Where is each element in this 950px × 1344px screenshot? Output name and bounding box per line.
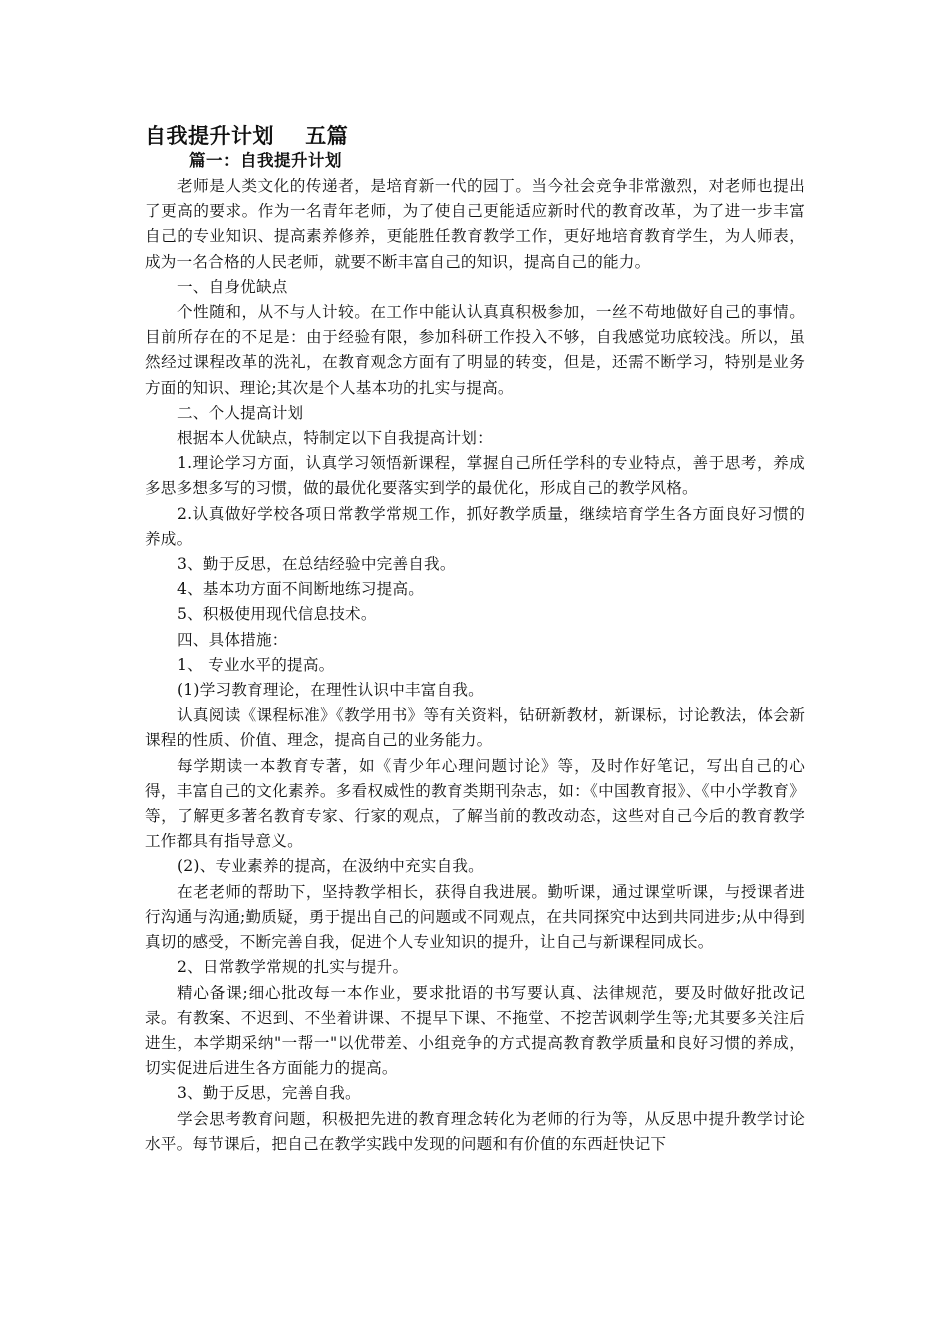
paragraph-reading-books: 每学期读一本教育专著，如《青少年心理问题讨论》等，及时作好笔记，写出自己的心得，丰富自己的文化素养。多看权威性的教育类期刊杂志，如：《中国教育报》、《中小学教育》等，了解更多著名教育专家、行家的观点，了解当前的教改动态，这些对自己今后的教育教学工作都具有指导意义。	[145, 756, 805, 851]
measure-1-1-heading: (1)学习教育理论，在理性认识中丰富自我。	[177, 681, 484, 700]
paragraph-plan-intro: 根据本人优缺点，特制定以下自我提高计划：	[177, 429, 493, 448]
paragraph-daily-routine: 精心备课;细心批改每一本作业，要求批语的书写要认真、法律规范，要及时做好批改记录。有教案、不迟到、不坐着讲课、不提早下课、不拖堂、不挖苦讽刺学生等;尤其要多关注后进生，本学期采纳"一帮一"以优带差、小组竞争的方式提高教育教学质量和良好习惯的养成，切实促进后进生各方面能力的提高。	[145, 983, 805, 1078]
document-title: 自我提升计划 五篇	[145, 124, 349, 148]
section-title: 篇一：自我提升计划	[189, 151, 342, 170]
paragraph-intro: 老师是人类文化的传递者，是培育新一代的园丁。当今社会竞争非常激烈，对老师也提出了更高的要求。作为一名青年老师，为了使自己更能适应新时代的教育改革，为了进一步丰富自己的专业知识、提高素养修养，更能胜任教育教学工作，更好地培育教育学生，为人师表，成为一名合格的人民老师，就要不断丰富自己的知识，提高自己的能力。	[145, 177, 805, 271]
paragraph-mentoring: 在老老师的帮助下，坚持教学相长，获得自我进展。勤听课，通过课堂听课，与授课者进行沟通与沟通;勤质疑，勇于提出自己的问题或不同观点，在共同探究中达到共同进步;从中得到真切的感受，不断完善自我，促进个人专业知识的提升，让自己与新课程同成长。	[145, 882, 805, 952]
plan-item-1: 1.理论学习方面，认真学习领悟新课程，掌握自己所任学科的专业特点，善于思考，养成多思多想多写的习惯，做的最优化要落实到学的最优化，形成自己的教学风格。	[145, 454, 805, 498]
measure-1-2-heading: (2)、专业素养的提高，在汲纳中充实自我。	[177, 857, 484, 876]
heading-strengths-weaknesses: 一、自身优缺点	[177, 277, 288, 296]
plan-item-2: 2.认真做好学校各项日常教学常规工作，抓好教学质量，继续培育学生各方面良好习惯的养成。	[145, 504, 805, 548]
measure-2-heading: 2、日常教学常规的扎实与提升。	[177, 958, 409, 977]
plan-item-5: 5、积极使用现代信息技术。	[177, 605, 377, 624]
paragraph-self-assessment: 个性随和，从不与人计较。在工作中能认认真真积极参加，一丝不苟地做好自己的事情。目前所存在的不足是：由于经验有限，参加科研工作投入不够，自我感觉功底较浅。所以，虽然经过课程改革的洗礼，在教育观念方面有了明显的转变，但是，还需不断学习，特别是业务方面的知识、理论;其次是个人基本功的扎实与提高。	[145, 303, 805, 397]
plan-item-4: 4、基本功方面不间断地练习提高。	[177, 580, 425, 599]
heading-improvement-plan: 二、个人提高计划	[177, 403, 304, 422]
paragraph-reflection: 学会思考教育问题，积极把先进的教育理念转化为老师的行为等，从反思中提升教学讨论水平。每节课后，把自己在教学实践中发现的问题和有价值的东西赶快记下	[145, 1109, 805, 1153]
measure-1-heading: 1、 专业水平的提高。	[177, 655, 335, 674]
paragraph-reading-materials: 认真阅读《课程标准》《教学用书》等有关资料，钻研新教材，新课标，讨论教法，体会新课程的性质、价值、理念，提高自己的业务能力。	[145, 706, 805, 750]
document-body	[145, 122, 805, 1157]
heading-specific-measures: 四、具体措施：	[177, 630, 288, 649]
measure-3-heading: 3、勤于反思，完善自我。	[177, 1084, 361, 1103]
plan-item-3: 3、勤于反思，在总结经验中完善自我。	[177, 555, 456, 574]
